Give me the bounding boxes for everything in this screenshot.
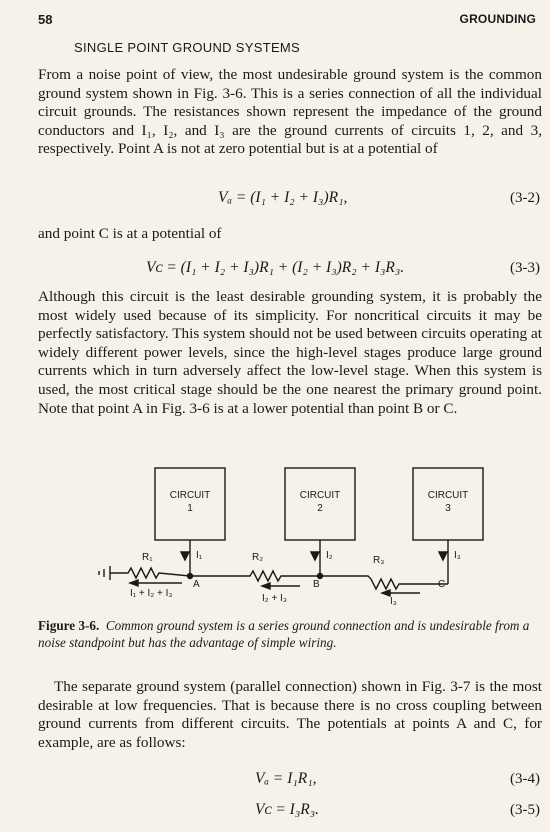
current-arrow-2 — [311, 552, 319, 560]
circuit-3-number: 3 — [445, 503, 451, 514]
equation-number-3-3: (3-3) — [510, 260, 540, 276]
equation-3-4: Vₐ = I₁R₁, — [255, 770, 317, 787]
line-current-1: I₁ + I₂ + I₃ — [130, 588, 173, 599]
circuit-2-number: 2 — [317, 503, 323, 514]
branch-current-2: I₂ — [326, 550, 333, 561]
line-current-2: I₂ + I₃ — [262, 593, 287, 604]
figure-caption — [38, 617, 542, 651]
circuit-2-label: CIRCUIT — [299, 490, 341, 501]
junction-b — [318, 574, 323, 579]
caption-label: Figure 3-6. — [38, 618, 100, 633]
paragraph-3: Although this circuit is the least desirable grounding system, it is probably the most widely used because of its simplicity. For noncritical circuits it may be perfectly satisfactory. This system should not be used between circuits operating at widely different power levels, since the high-level stages produce large ground currents which in turn adversely affect the low-level stage. When this system is used, the most critical stage should be the one nearest the primary ground point. Note that point A in Fig. 3-6 is at a lower potential than point B or C. — [38, 288, 542, 417]
section-heading: SINGLE POINT GROUND SYSTEMS — [74, 40, 301, 55]
current-arrow-1 — [181, 552, 189, 560]
caption-text: Common ground system is a series ground connection and is undesirable from a noise standpoint but has the advantage of simple wiring. — [38, 618, 530, 650]
point-label-a: A — [193, 579, 200, 590]
branch-current-1: I₁ — [196, 550, 203, 561]
paragraph-2: and point C is at a potential of — [38, 225, 222, 242]
figure-3-6-diagram — [0, 466, 550, 606]
equation-number-3-5: (3-5) — [510, 802, 540, 818]
equation-3-3: Vᴄ = (I₁ + I₂ + I₃)R₁ + (I₂ + I₃)R₂ + I₃R₃. — [146, 259, 405, 276]
resistor-label-1: R₁ — [142, 552, 153, 563]
bus-arrowhead-3 — [382, 590, 390, 596]
point-label-c: C — [438, 579, 446, 590]
bus-arrowhead-2 — [262, 583, 270, 589]
equation-3-5: Vᴄ = I₃R₃. — [255, 801, 319, 818]
equation-3-2: Vₐ = (I₁ + I₂ + I₃)R₁, — [218, 189, 348, 206]
circuit-3-label: CIRCUIT — [427, 490, 469, 501]
equation-number-3-2: (3-2) — [510, 190, 540, 206]
resistor-label-3: R₃ — [373, 555, 385, 566]
bus-arrowhead-1 — [130, 580, 138, 586]
paragraph-1: From a noise point of view, the most undesirable ground system is the common ground system shown in Fig. 3-6. This is a series connection of all the individual circuit grounds. The resistances shown represent the impedance of the ground conductors and I₁, I₂, and I₃ are the ground currents of circuits 1, 2, and 3, respectively. Point A is not at zero potential but is at a potential of — [38, 66, 542, 158]
paragraph-4: The separate ground system (parallel connection) shown in Fig. 3-7 is the most desirable at low frequencies. That is because there is no cross coupling between ground currents from different circuits. The potentials at points A and C, for example, are as follows: — [38, 678, 542, 751]
circuit-1-label: CIRCUIT — [169, 490, 211, 501]
line-current-3: I₃ — [390, 596, 397, 606]
branch-current-3: I₃ — [454, 550, 461, 561]
running-head: GROUNDING — [459, 12, 536, 26]
ground-symbol-icon — [99, 566, 110, 580]
point-label-b: B — [313, 579, 320, 590]
junction-a — [188, 574, 193, 579]
resistor-label-2: R₂ — [252, 552, 264, 563]
current-arrow-3 — [439, 552, 447, 560]
circuit-1-number: 1 — [187, 503, 193, 514]
page-number: 58 — [38, 12, 53, 27]
equation-number-3-4: (3-4) — [510, 771, 540, 787]
